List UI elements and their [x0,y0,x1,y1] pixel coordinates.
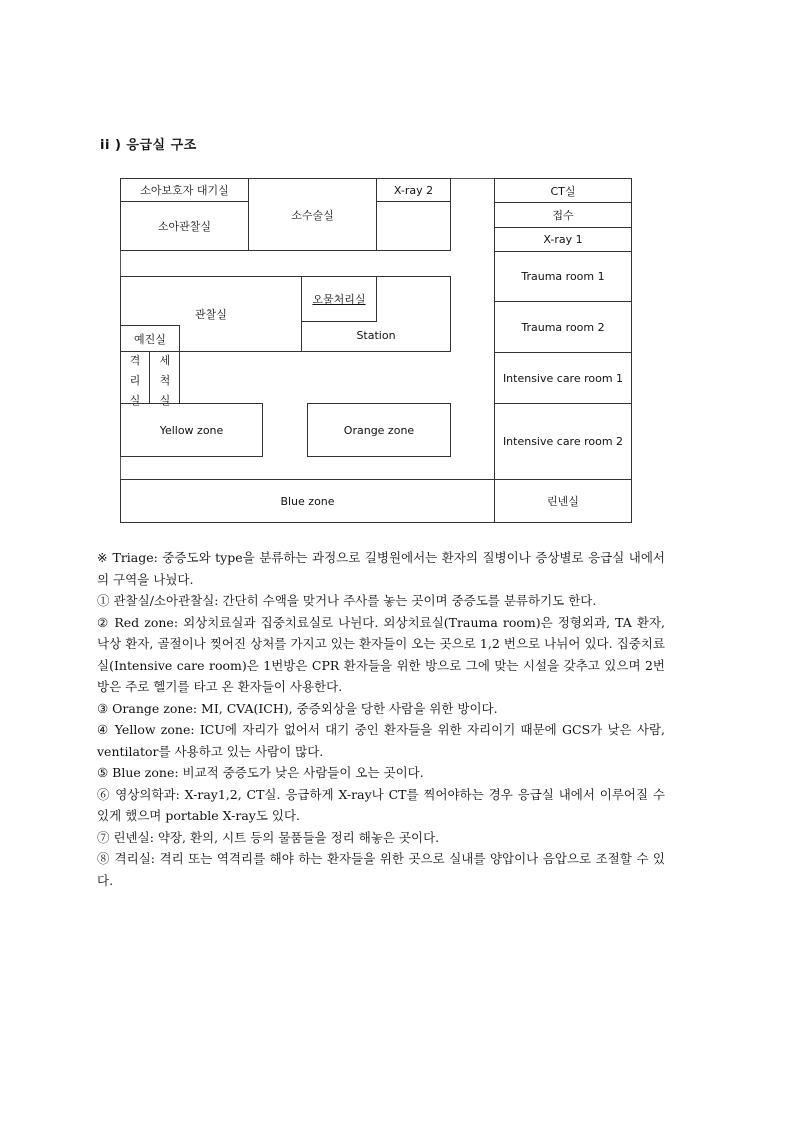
room-yellow-zone [120,403,263,457]
room-station [301,276,451,352]
room-label: X-ray 1 [543,233,583,246]
room-label: Intensive care room 1 [502,371,624,385]
note-triage: ※ Triage: 중증도와 type을 분류하는 과정으로 길병원에서는 환자의 질병이나 증상별로 응급실 내에서의 구역을 나눴다. [97,550,665,587]
room-ct [494,178,632,203]
room-label: 접수 [552,209,574,222]
room-orange-zone [307,403,451,457]
notes-section [97,547,665,891]
room-label: 소수술실 [291,208,334,222]
room-label: Intensive care room 2 [502,435,624,448]
room-minor-surgery [248,178,377,251]
room-label: Station [356,329,396,342]
room-child-observation [120,201,249,251]
room-label-isolation: 격리실 [129,354,141,407]
room-child-guardian-waiting [120,178,249,202]
room-label-washroom: 세척실 [159,354,171,407]
note-item: ⑥ 영상의학과: X-ray1,2, CT실. 응급하게 X-ray나 CT를 찍어야하는 경우 응급실 내에서 이루어질 수 있게 했으며 portable X-ray도 있다. [97,786,665,823]
room-label: 린넨실 [547,495,579,508]
section-title: ii ) 응급실 구조 [100,138,197,153]
room-label: 소아관찰실 [157,220,212,233]
room-xray2 [376,178,451,202]
room-label: Blue zone [280,494,335,508]
room-label: X-ray 2 [393,183,434,197]
room-label: CT실 [550,184,576,198]
note-item: ① 관찰실/소아관찰실: 간단히 수액을 맞거나 주사를 놓는 곳이며 중증도를 분류하기도 한다. [97,593,597,608]
room-reception [494,202,632,228]
room-icu1 [494,352,632,404]
room-label: 소아보호자 대기실 [140,184,229,197]
room-label: 예진실 [134,332,166,346]
room-label: Orange zone [343,423,415,437]
note-item: ④ Yellow zone: ICU에 자리가 없어서 대기 중인 환자들을 위한 자리이기 때문에 GCS가 낮은 사람, ventilator를 사용하고 있는 사람이 많다. [97,722,665,759]
room-label: Trauma room 1 [521,270,605,283]
room-linen [494,479,632,523]
room-xray1 [494,227,632,252]
note-item: ⑧ 격리실: 격리 또는 역격리를 해야 하는 환자들을 위한 곳으로 실내를 양압이나 음압으로 조절할 수 있다. [97,851,665,888]
room-pre-exam [120,325,180,352]
room-label: Yellow zone [159,423,224,437]
room-trauma2 [494,301,632,353]
room-label: 관찰실 [195,308,227,321]
note-item: ③ Orange zone: MI, CVA(ICH), 중증외상을 당한 사람을 위한 방이다. [97,700,498,716]
note-item: ⑦ 린넨실: 약장, 환의, 시트 등의 물품들을 정리 해놓은 곳이다. [97,829,440,845]
room-label: Trauma room 2 [521,320,605,334]
room-trauma1 [494,251,632,302]
room-icu2 [494,403,632,480]
note-item: ② Red zone: 외상치료실과 집중치료실로 나뉜다. 외상치료실(Trauma room)은 정형외과, TA 환자, 낙상 환자, 골절이나 찢어진 상처를 가지고 있는 환자들이 오는 곳으로 1,2 번으로 나뉘어 있다. 집중치료실(Intensive care room)은 1번방은 CPR 환자들을 위한 방으로 그에 맞는 시설을 갖추고 있으며 2번방은 주로 헬기를 타고 온 환자들이 사용한다. [97,614,665,694]
note-item: ⑤ Blue zone: 비교적 중증도가 낮은 사람들이 오는 곳이다. [97,765,424,780]
room-label: 오물처리실 [312,293,366,306]
room-xray2-extension [376,201,451,251]
room-blue-zone [120,479,495,523]
